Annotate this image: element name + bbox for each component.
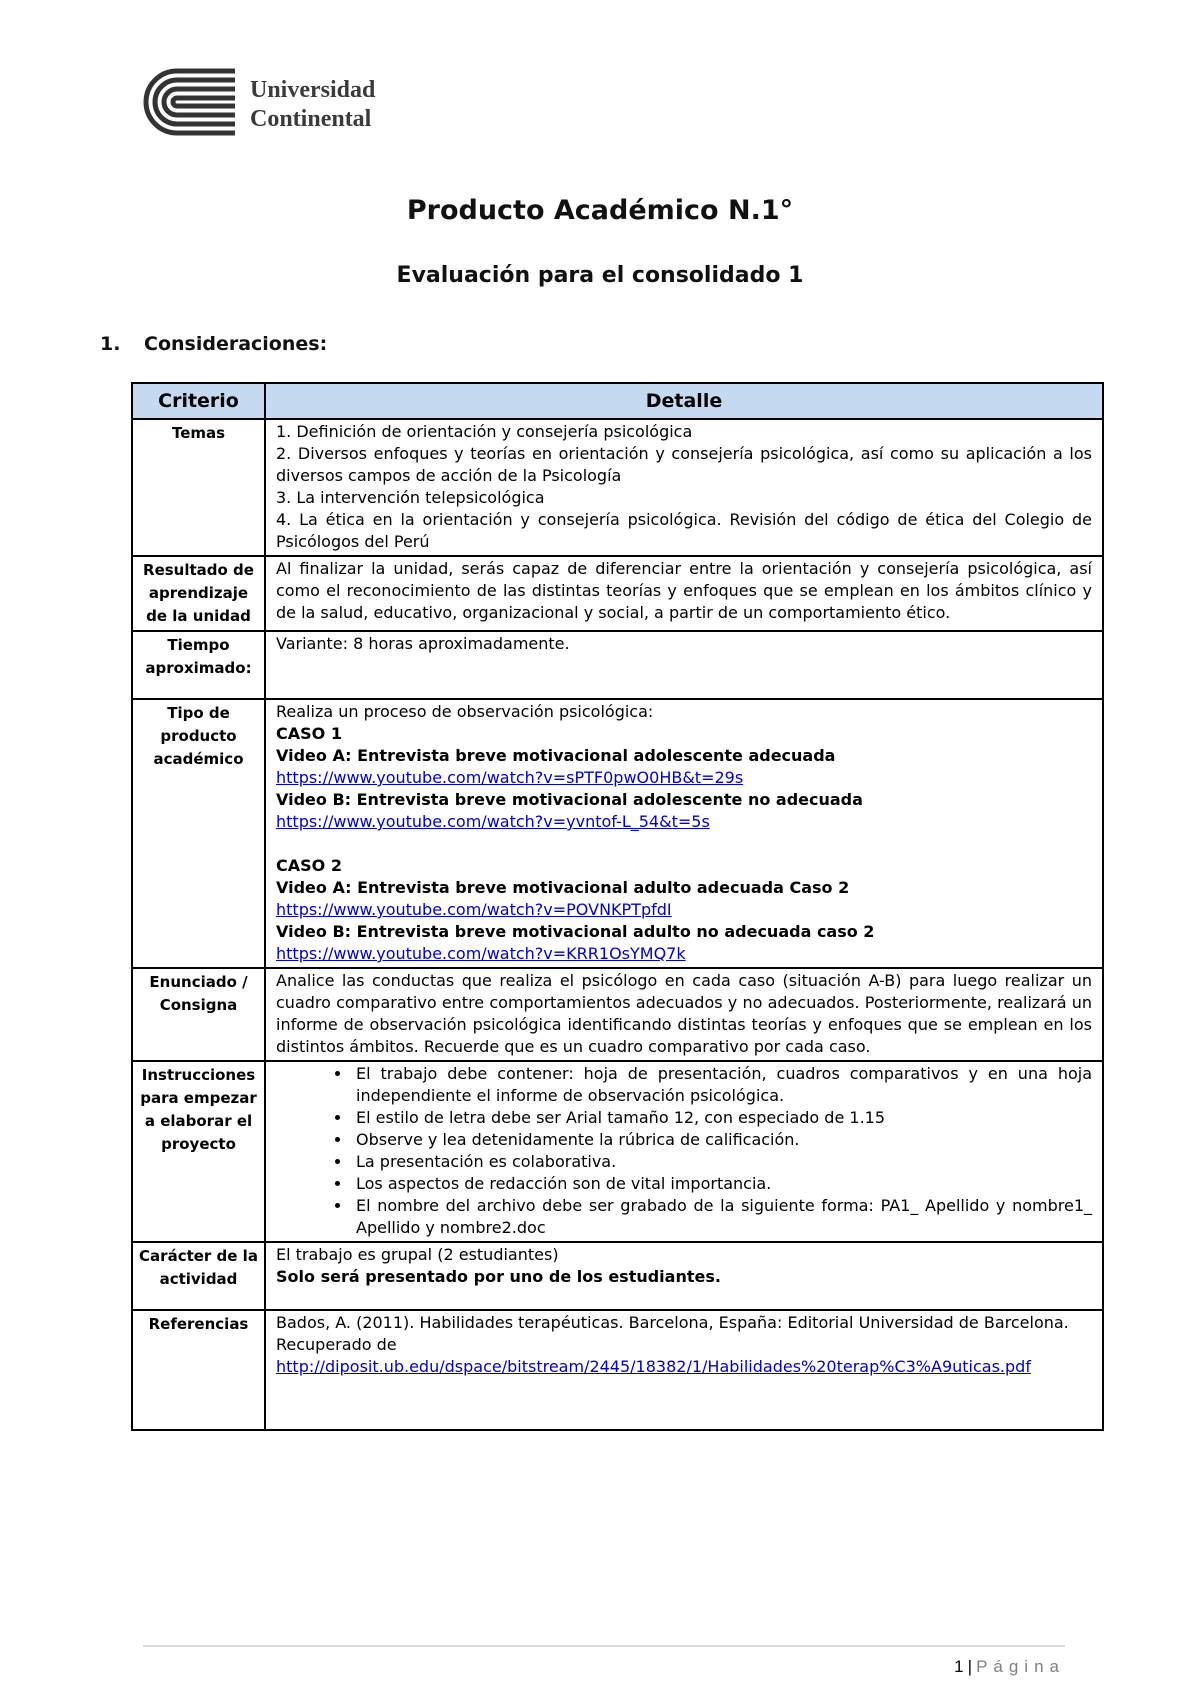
section-number: 1.: [100, 333, 121, 355]
university-logo: [143, 68, 403, 143]
criterio-enunciado: Enunciado / Consigna: [132, 968, 265, 1061]
caso2-video-a-link[interactable]: https://www.youtube.com/watch?v=POVNKPTpfdI: [276, 900, 672, 919]
row-caracter: [132, 1242, 1103, 1310]
row-tiempo: [132, 631, 1103, 699]
criterio-instrucciones: Instrucciones para empezar a elaborar el proyecto: [132, 1061, 265, 1242]
header-criterio: Criterio: [132, 383, 265, 419]
row-enunciado: [132, 968, 1103, 1061]
table-header-row: [132, 383, 1103, 419]
page-number: 1: [954, 1657, 964, 1676]
detalle-caracter: [265, 1242, 1103, 1310]
referencia-link[interactable]: http://diposit.ub.edu/dspace/bitstream/2445/18382/1/Habilidades%20terap%C3%A9uticas.pdf: [276, 1357, 1031, 1376]
list-item: • Observe y lea detenidamente la rúbrica de calificación.: [352, 1129, 1092, 1151]
criterio-tiempo: Tiempo aproximado:: [132, 631, 265, 699]
caso2-video-b-title: Video B: Entrevista breve motivacional adulto no adecuada caso 2: [276, 922, 875, 941]
page-subtitle: Evaluación para el consolidado 1: [396, 263, 804, 288]
logo-wordmark: [250, 76, 375, 134]
header-detalle: Detalle: [265, 383, 1103, 419]
caracter-line-1: El trabajo es grupal (2 estudiantes): [276, 1245, 559, 1264]
caso2-video-b-link[interactable]: https://www.youtube.com/watch?v=KRR1OsYMQ7k: [276, 944, 686, 963]
footer-separator: |: [967, 1657, 973, 1676]
caso1-video-b-title: Video B: Entrevista breve motivacional adolescente no adecuada: [276, 790, 863, 809]
tipo-intro: Realiza un proceso de observación psicológica:: [276, 702, 654, 721]
caracter-line-2: Solo será presentado por uno de los estudiantes.: [276, 1267, 721, 1286]
detalle-tiempo: Variante: 8 horas aproximadamente.: [265, 631, 1103, 699]
list-item: • El nombre del archivo debe ser grabado de la siguiente forma: PA1_ Apellido y nombre1_ Apellido y nombre2.doc: [352, 1195, 1092, 1239]
detalle-tipo: [265, 699, 1103, 968]
caso1-video-a-link[interactable]: https://www.youtube.com/watch?v=sPTF0pwO0HB&t=29s: [276, 768, 744, 787]
caso2-video-a-title: Video A: Entrevista breve motivacional adulto adecuada Caso 2: [276, 878, 850, 897]
page-title: Producto Académico N.1°: [406, 195, 794, 226]
referencia-text: Bados, A. (2011). Habilidades terapéuticas. Barcelona, España: Editorial Universidad de Barcelona. Recuperado de: [276, 1313, 1069, 1354]
list-item: • El trabajo debe contener: hoja de presentación, cuadros comparativos y en una hoja independiente el informe de observación psicológica.: [352, 1063, 1092, 1107]
caso1-label: CASO 1: [276, 724, 342, 743]
spacer: [276, 833, 1092, 855]
caso1-video-a-title: Video A: Entrevista breve motivacional adolescente adecuada: [276, 746, 836, 765]
criteria-table: [131, 382, 1104, 1431]
list-item: • La presentación es colaborativa.: [352, 1151, 1092, 1173]
section-label: Consideraciones:: [144, 333, 328, 355]
criterio-resultado: Resultado de aprendizaje de la unidad: [132, 556, 265, 631]
page-label: Página: [976, 1657, 1065, 1676]
caso2-label: CASO 2: [276, 856, 342, 875]
row-resultado: [132, 556, 1103, 631]
detalle-resultado: Al finalizar la unidad, serás capaz de diferenciar entre la orientación y consejería psicológica, así como el reconocimiento de las distintas teorías y enfoques que se emplean en los ámbitos clínico y de la salud, educativo, organizacional y social, a partir de un comportamiento ético.: [265, 556, 1103, 631]
instrucciones-list: [276, 1063, 1092, 1239]
row-tipo: [132, 699, 1103, 968]
footer-divider: [143, 1645, 1065, 1647]
criterio-referencias: Referencias: [132, 1310, 265, 1430]
row-temas: [132, 419, 1103, 556]
list-item: • Los aspectos de redacción son de vital importancia.: [352, 1173, 1092, 1195]
tema-item: 2. Diversos enfoques y teorías en orientación y consejería psicológica, así como su aplicación a los diversos campos de acción de la Psicología: [276, 444, 1092, 485]
tema-item: 4. La ética en la orientación y consejería psicológica. Revisión del código de ética del Colegio de Psicólogos del Perú: [276, 510, 1092, 551]
criterio-tipo: Tipo de producto académico: [132, 699, 265, 968]
continental-logo-icon: [143, 68, 238, 136]
row-instrucciones: [132, 1061, 1103, 1242]
caso1-video-b-link[interactable]: https://www.youtube.com/watch?v=yvntof-L_54&t=5s: [276, 812, 710, 831]
detalle-enunciado: Analice las conductas que realiza el psicólogo en cada caso (situación A-B) para luego realizar un cuadro comparativo entre comportamientos adecuados y no adecuados. Posteriormente, realizará un informe de observación psicológica identificando distintas teorías y enfoques que se emplean en los distintos ámbitos. Recuerde que es un cuadro comparativo por cada caso.: [265, 968, 1103, 1061]
tema-item: 1. Definición de orientación y consejería psicológica: [276, 422, 693, 441]
row-referencias: [132, 1310, 1103, 1430]
section-heading: [100, 333, 327, 355]
detalle-temas: [265, 419, 1103, 556]
detalle-instrucciones: [265, 1061, 1103, 1242]
tema-item: 3. La intervención telepsicológica: [276, 488, 545, 507]
criterio-caracter: Carácter de la actividad: [132, 1242, 265, 1310]
list-item: • El estilo de letra debe ser Arial tamaño 12, con especiado de 1.15: [352, 1107, 1092, 1129]
logo-line-1: Universidad: [250, 77, 376, 103]
logo-line-2: Continental: [250, 106, 372, 132]
criterio-temas: Temas: [132, 419, 265, 556]
detalle-referencias: [265, 1310, 1103, 1430]
page-footer: [954, 1657, 1065, 1677]
